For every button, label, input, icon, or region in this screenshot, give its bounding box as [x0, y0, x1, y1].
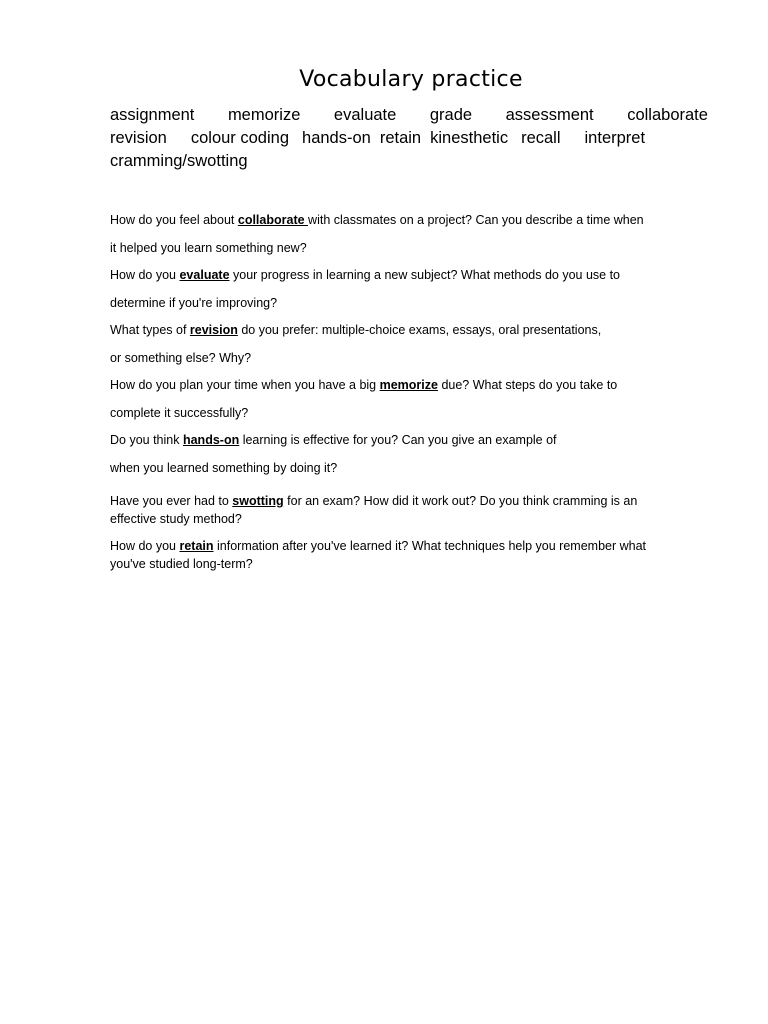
word-bank-row-2 [110, 127, 720, 150]
word-bank-term: assignment [110, 106, 195, 124]
word-bank [110, 104, 720, 173]
question-line: Do you think hands-on learning is effective for you? Can you give an example of [110, 433, 557, 447]
question-line: How do you feel about collaborate with classmates on a project? Can you describe a time when [110, 213, 644, 227]
question-item [110, 317, 700, 372]
word-bank-term: hands-on [302, 129, 371, 147]
word-bank-term: interpret [584, 129, 646, 147]
question-line: effective study method? [110, 512, 242, 526]
word-bank-term: kinesthetic [430, 129, 509, 147]
word-bank-term: recall [521, 129, 561, 147]
word-bank-term: revision [110, 129, 167, 147]
word-bank-term: colour coding [190, 129, 290, 147]
word-bank-term: grade [429, 106, 473, 124]
word-bank-term: assessment [505, 106, 594, 124]
word-bank-row-3 [110, 150, 720, 173]
vocabulary-keyword: evaluate [179, 268, 230, 282]
question-item [110, 492, 700, 528]
word-bank-term: evaluate [333, 106, 397, 124]
question-line: Have you ever had to swotting for an exam? How did it work out? Do you think cramming is an [110, 494, 638, 508]
word-bank-term: retain [379, 129, 422, 147]
word-bank-term: cramming/swotting [110, 152, 248, 170]
question-line: What types of revision do you prefer: multiple-choice exams, essays, oral presentations, [110, 323, 602, 337]
question-list [110, 207, 700, 582]
question-item [110, 537, 700, 573]
vocabulary-keyword: collaborate [237, 213, 309, 227]
vocabulary-keyword: hands-on [182, 433, 240, 447]
question-item [110, 262, 700, 317]
vocabulary-keyword: revision [189, 323, 238, 337]
word-bank-row-1 [110, 104, 708, 127]
word-bank-term: memorize [227, 106, 301, 124]
question-line: How do you retain information after you've learned it? What techniques help you remember what [110, 539, 647, 553]
question-item [110, 372, 700, 427]
question-line: you've studied long-term? [110, 557, 253, 571]
question-line: How do you plan your time when you have a big memorize due? What steps do you take to [110, 378, 618, 392]
question-line: determine if you're improving? [110, 295, 278, 310]
vocabulary-keyword: retain [179, 539, 214, 553]
question-item [110, 427, 700, 482]
word-bank-term: collaborate [627, 106, 708, 124]
question-line: or something else? Why? [110, 350, 252, 365]
question-line: it helped you learn something new? [110, 240, 307, 255]
question-line: complete it successfully? [110, 405, 249, 420]
question-line: How do you evaluate your progress in learning a new subject? What methods do you use to [110, 268, 621, 282]
question-item [110, 207, 700, 262]
vocabulary-keyword: memorize [379, 378, 438, 392]
vocabulary-keyword: swotting [232, 494, 284, 508]
page-title: Vocabulary practice [299, 67, 523, 92]
question-line: when you learned something by doing it? [110, 460, 338, 475]
